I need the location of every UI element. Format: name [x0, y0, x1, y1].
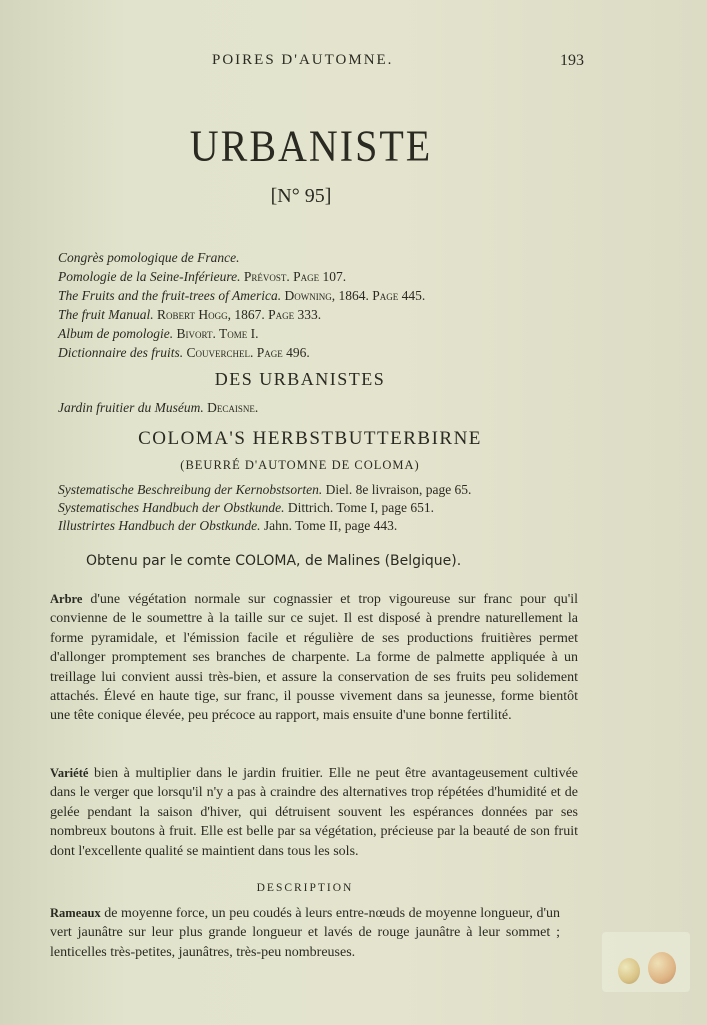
running-head: POIRES D'AUTOMNE. — [212, 52, 394, 68]
reference-item: The Fruits and the fruit-trees of America. Downing, 1864. Page 445. — [58, 288, 426, 303]
reference-item: Congrès pomologique de France. — [58, 250, 240, 265]
variety-number: [N° 95] — [270, 185, 332, 207]
page-header — [0, 52, 707, 74]
synonym-heading: DES URBANISTES — [214, 369, 386, 389]
reference-item: Dictionnaire des fruits. Couverchel. Page 496. — [58, 345, 310, 360]
page-title: URBANISTE — [189, 120, 433, 171]
page-number: 193 — [560, 52, 584, 69]
reference-item: Pomologie de la Seine-Inférieure. Prévost. Page 107. — [58, 269, 347, 284]
description-heading: DESCRIPTION — [256, 882, 354, 894]
reference-item: Album de pomologie. Bivort. Tome I. — [58, 326, 259, 341]
reference-item: Systematische Beschreibung der Kernobstsorten. Diel. 8e livraison, page 65. — [58, 482, 472, 497]
pear-icon — [648, 952, 676, 984]
pear-icon — [618, 958, 640, 984]
tree-paragraph: Arbre d'une végétation normale sur cognassier et trop vigoureuse sur franc pour qu'il convienne de le soumettre à la taille sur ce sujet. Il est disposé à prendre naturellement la forme pyramidale, et l'émission facile et régulière de ses productions fruitières permet d'allonger promptement ses branches de charpente. La forme de palmette appliquée à un treillage lui convient aussi très-bien, et assure la conservation de ses fruits peu solidement attachés. Élevé en haute tige, sur franc, il pousse vivement dans sa jeunesse, forme bientôt une tête conique élevée, peu précoce au rapport, mais ensuite d'une bonne fertilité. — [50, 592, 578, 724]
synonym-reference-list — [58, 481, 678, 535]
reference-item: Illustrirtes Handbuch der Obstkunde. Jahn. Tome II, page 443. — [58, 518, 398, 533]
bibliography-list — [58, 248, 658, 362]
origin-line: Obtenu par le comte COLOMA, de Malines (Belgique). — [86, 553, 462, 569]
description-paragraph: Rameaux de moyenne force, un peu coudés à leurs entre-nœuds de moyenne longueur, d'un vert jaunâtre sur leur plus grande longueur et lavés de rouge jaunâtre à leur sommet ; lenticelles très-petites, jaunâtres, très-peu nombreuses. — [50, 906, 560, 960]
reference-item: The fruit Manual. Robert Hogg, 1867. Page 333. — [58, 307, 322, 322]
variety-paragraph: Variété bien à multiplier dans le jardin fruitier. Elle ne peut être avantageusement cultivée dans le verger que lorsqu'il n'y a pas à craindre des alternatives trop répétées d'humidité et de gelée pendant la saison d'hiver, qui détruisent souvent les espérances données par ses nombreux boutons à fruit. Elle est belle par sa végétation, précieuse par la beauté de son fruit dont l'excellente qualité se maintient dans tous les sols. — [50, 766, 578, 859]
synonym-heading: COLOMA'S HERBSTBUTTERBIRNE — [138, 428, 482, 449]
synonym-reference: Jardin fruitier du Muséum. Decaisne. — [58, 400, 259, 415]
pear-watermark-icon — [602, 932, 690, 992]
synonym-subheading: (BEURRÉ D'AUTOMNE DE COLOMA) — [180, 458, 420, 472]
reference-item: Systematisches Handbuch der Obstkunde. Dittrich. Tome I, page 651. — [58, 500, 434, 515]
